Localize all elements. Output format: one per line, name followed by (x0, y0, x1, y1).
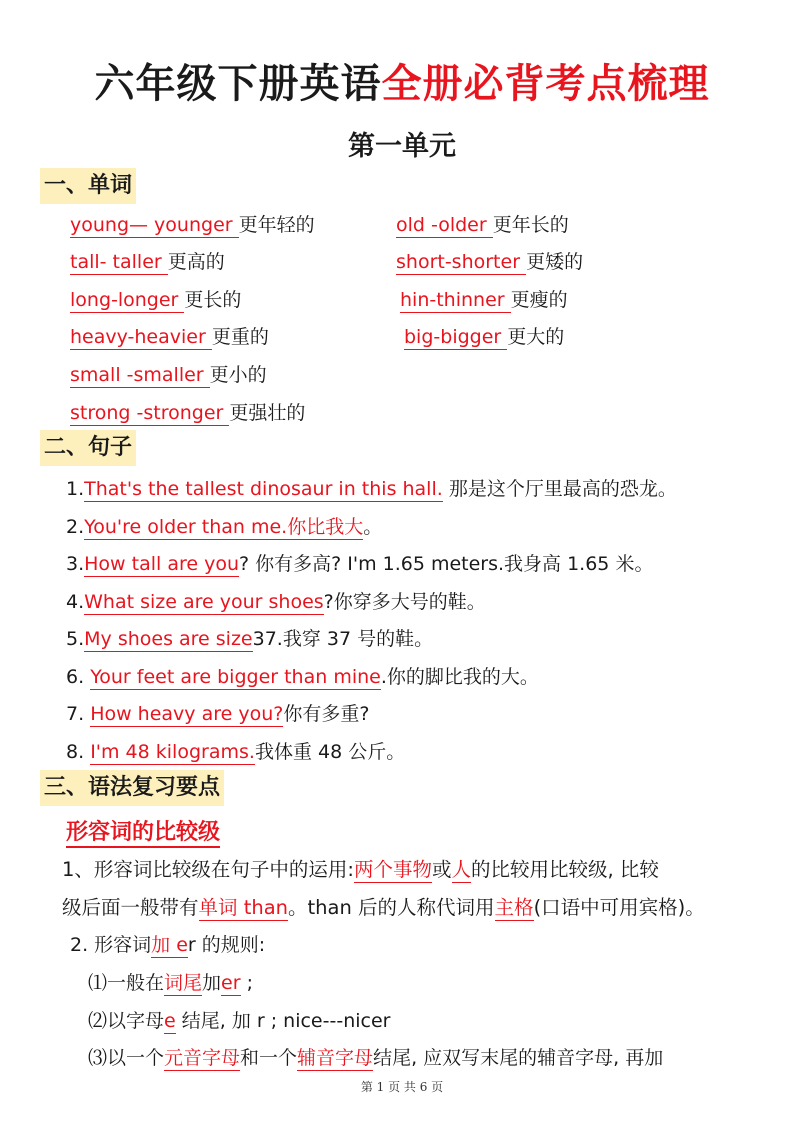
sentence-item: 6. Your feet are bigger than mine.你的脚比我的大。 (66, 666, 539, 688)
sentence-item: 1.That's the tallest dinosaur in this hall. 那是这个厅里最高的恐龙。 (66, 478, 677, 500)
word-item: small -smaller 更小的 (70, 364, 267, 386)
word-item: young— younger 更年轻的 (70, 214, 315, 236)
grammar-rule-3: ⑶以一个元音字母和一个辅音字母结尾, 应双写末尾的辅音字母, 再加 (88, 1047, 664, 1069)
word-item: tall- taller 更高的 (70, 251, 225, 273)
section-heading-grammar: 三、语法复习要点 (40, 770, 224, 806)
section-heading-sentences: 二、句子 (40, 430, 136, 466)
word-item: hin-thinner 更瘦的 (400, 289, 568, 311)
sentence-item: 4.What size are your shoes?你穿多大号的鞋。 (66, 591, 486, 613)
sentence-item: 3.How tall are you? 你有多高? I'm 1.65 meters.我身高 1.65 米。 (66, 553, 654, 575)
title-red: 全册必背考点梳理 (381, 61, 710, 107)
sentence-item: 5.My shoes are size37.我穿 37 号的鞋。 (66, 628, 434, 650)
word-item: big-bigger 更大的 (404, 326, 565, 348)
word-item: short-shorter 更矮的 (396, 251, 584, 273)
grammar-rule-2: ⑵以字母e 结尾, 加 r ; nice---nicer (88, 1010, 391, 1032)
sentence-item: 2.You're older than me.你比我大。 (66, 516, 383, 538)
grammar-rule-1: ⑴一般在词尾加er ; (88, 972, 254, 994)
section-heading-words: 一、单词 (40, 168, 136, 204)
word-item: strong -stronger 更强壮的 (70, 402, 306, 424)
title-black: 六年级下册英语 (94, 61, 382, 107)
grammar-paragraph-2: 2. 形容词加 er 的规则: (70, 934, 266, 956)
page-title (0, 52, 804, 109)
unit-title: 第一单元 (348, 131, 456, 162)
grammar-paragraph-1: 1、形容词比较级在句子中的运用:两个事物或人的比较用比较级, 比较 (62, 858, 659, 881)
sentence-item: 8. I'm 48 kilograms.我体重 48 公斤。 (66, 741, 406, 763)
word-item: old -older 更年长的 (396, 214, 569, 236)
sentence-item: 7. How heavy are you?你有多重? (66, 703, 370, 725)
page-number: 第 1 页 共 6 页 (360, 1080, 444, 1094)
word-item: long-longer 更长的 (70, 289, 242, 311)
grammar-subheading: 形容词的比较级 (66, 815, 220, 848)
grammar-paragraph-1-cont: 级后面一般带有单词 than。than 后的人称代词用主格(口语中可用宾格)。 (62, 896, 705, 919)
word-item: heavy-heavier 更重的 (70, 326, 269, 348)
